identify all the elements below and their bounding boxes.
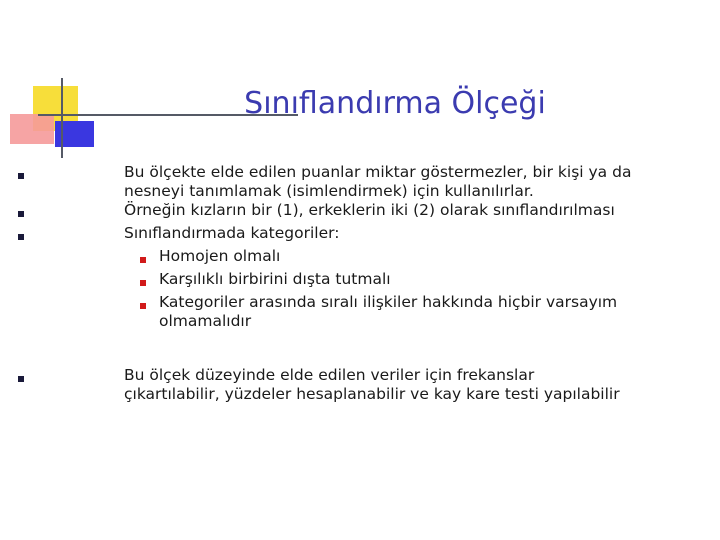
bullet-text-line: nesneyi tanımlamak (isimlendirmek) için kullanılırlar. [124, 182, 534, 200]
bullet-text-line: çıkartılabilir, yüzdeler hesaplanabilir ve kay kare testi yapılabilir [124, 385, 620, 403]
sub-bullet-marker-icon [140, 257, 146, 263]
sub-bullet-text-line: Karşılıklı birbirini dışta tutmalı [159, 270, 391, 288]
bullet-text-line: Sınıflandırmada kategoriler: [124, 224, 340, 242]
sub-bullet-text-line: Homojen olmalı [159, 247, 281, 265]
bullet-marker-icon [18, 376, 24, 382]
sub-bullet-marker-icon [140, 303, 146, 309]
bullet-text-line: Bu ölçekte elde edilen puanlar miktar göstermezler, bir kişi ya da [124, 163, 632, 181]
bullet-text-line: Örneğin kızların bir (1), erkeklerin iki (2) olarak sınıflandırılması [124, 201, 615, 219]
sub-bullet-marker-icon [140, 280, 146, 286]
slide-title: Sınıflandırma Ölçeği [244, 86, 546, 121]
bullet-marker-icon [18, 211, 24, 217]
bullet-marker-icon [18, 173, 24, 179]
sub-bullet-text-line: olmamalıdır [159, 312, 252, 330]
bullet-text-line: Bu ölçek düzeyinde elde edilen veriler için frekanslar [124, 366, 535, 384]
bullet-marker-icon [18, 234, 24, 240]
sub-bullet-text-line: Kategoriler arasında sıralı ilişkiler hakkında hiçbir varsayım [159, 293, 618, 311]
